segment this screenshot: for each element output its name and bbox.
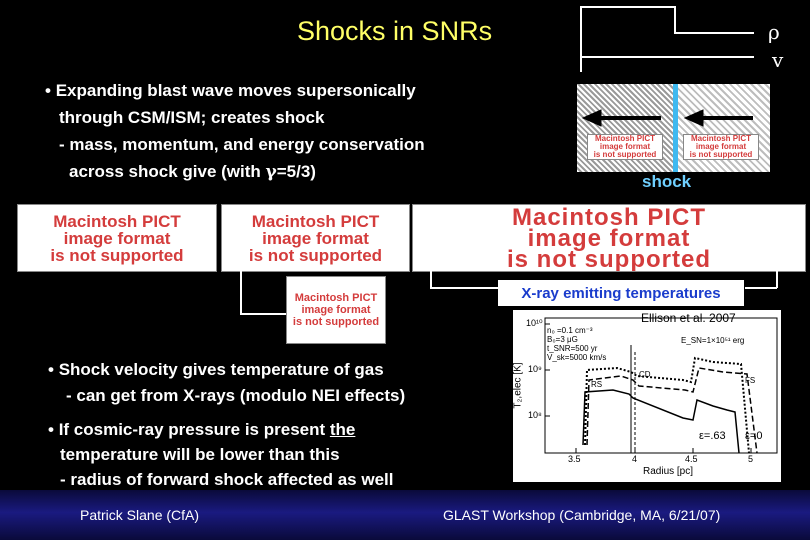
figure-xtick-2: 4 [632,454,638,464]
rho-profile-lower [674,32,754,34]
figure-eps-0: ε=0 [745,430,763,442]
bullet-2: • Shock velocity gives temperature of gas - can get from X-rays (modulo NEI effects) [48,360,406,405]
bracket-left-horizontal [240,313,286,315]
pict-placeholder-eq-3: Macintosh PICT image format is not supported [412,204,806,272]
figure-ytick-1: 10¹⁰ [526,318,543,328]
pict-placeholder-eq-1: Macintosh PICT image format is not supported [17,204,217,272]
figure-params: n₀ =0.1 cm⁻³ B₀=3 μG t_SNR=500 yr V_sk=5000 km/s [547,326,607,362]
figure-energy: E_SN=1×10⁵¹ erg [681,336,745,345]
bracket-left-vertical [240,270,242,314]
bracket-right-left [430,270,432,288]
temperature-figure [513,310,781,482]
pict-placeholder-shock-right: Macintosh PICT image format is not supported [683,134,759,160]
footer-event: GLAST Workshop (Cambridge, MA, 6/21/07) [443,507,721,523]
curve-solid [583,390,739,453]
figure-rs-label: RS [591,380,603,389]
rho-symbol: ρ [768,20,780,44]
figure-xtick-3: 4.5 [685,454,698,464]
bullet-3: • If cosmic-ray pressure is present the temperature will be lower than this - radius of forward shock affected as well [48,420,394,489]
figure-credit: Ellison et al. 2007 [641,311,736,325]
figure-xtick-4: 5 [748,454,754,464]
xray-label-box [498,280,744,306]
bullet-dot: • [45,81,56,100]
pict-placeholder-shock-left: Macintosh PICT image format is not supported [587,134,663,160]
figure-eps-063: ε=.63 [699,430,726,442]
rho-profile-step [674,6,676,34]
figure-ylabel: T₂,elec [K] [513,362,524,409]
bracket-right-top-right [745,287,777,289]
pict-placeholder-temperature: Macintosh PICT image format is not supported [286,276,386,344]
rho-profile-vertical [580,6,582,72]
figure-xlabel: Radius [pc] [643,466,694,477]
bracket-right-right [776,270,778,288]
rho-profile-upper [580,6,676,8]
bracket-right-top [430,287,498,289]
v-profile-line [580,56,754,58]
v-symbol: v [772,48,784,72]
shock-label: shock [642,172,692,191]
right-arrow-head [685,110,703,126]
slide-title: Shocks in SNRs [297,16,493,46]
bullet-dot: • [48,420,59,439]
figure-fs-label: FS [745,376,756,385]
bullet-dot: • [48,360,59,379]
xray-label-text: X-ray emitting temperatures [521,284,721,302]
figure-cd-label: CD [639,370,651,379]
figure-ytick-3: 10⁸ [528,410,542,420]
figure-xtick-1: 3.5 [568,454,581,464]
figure-ytick-2: 10⁹ [528,364,542,374]
left-arrow-head [583,110,601,126]
bullet-1: • Expanding blast wave moves supersonically through CSM/ISM; creates shock - mass, momentum, and energy conservation across shock give (with γ=5/3) [45,81,425,182]
pict-placeholder-eq-2: Macintosh PICT image format is not supported [221,204,410,272]
footer-author: Patrick Slane (CfA) [80,507,200,523]
